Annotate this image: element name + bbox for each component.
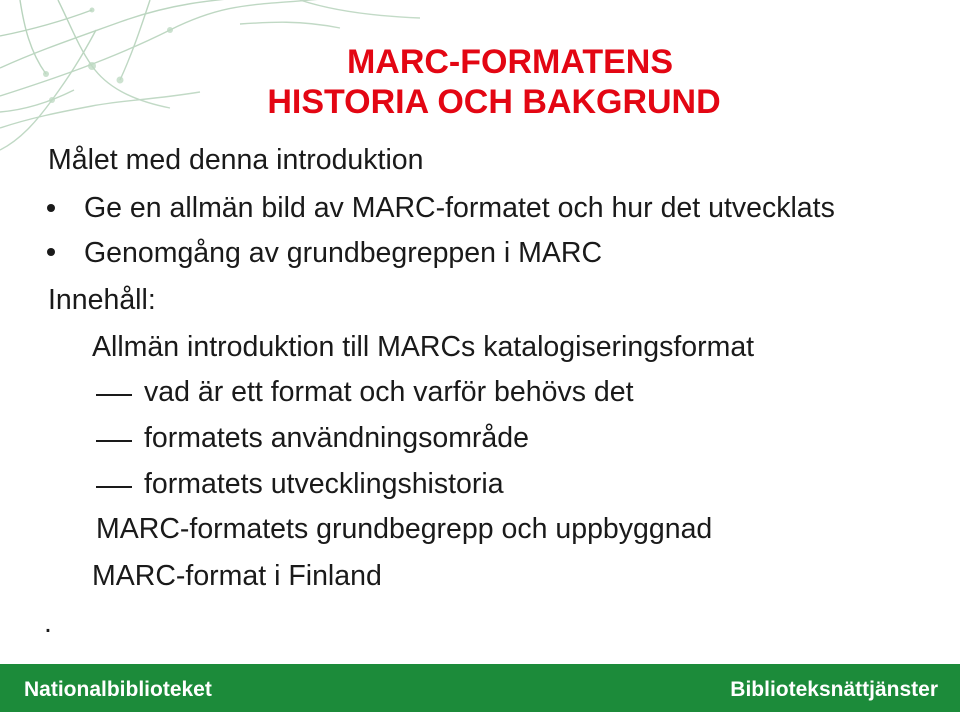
contents-heading: Innehåll: (48, 284, 156, 316)
footer-logo-biblioteksnattjanster: Biblioteksnättjänster (730, 678, 938, 701)
goal-bullet-2: Genomgång av grundbegreppen i MARC (84, 237, 603, 269)
title-line-1: MARC-FORMATENS (346, 43, 674, 81)
goal-heading: Målet med denna introduktion (48, 144, 424, 176)
dash-icon (96, 440, 132, 442)
bullet-dot-icon (47, 204, 55, 212)
title-line-2: HISTORIA OCH BAKGRUND (267, 83, 721, 121)
contents-sub-1: vad är ett format och varför behövs det (144, 376, 634, 408)
slide-title (0, 42, 960, 122)
contents-sub-3: formatets utvecklingshistoria (144, 468, 504, 500)
stray-dot: . (44, 607, 52, 639)
contents-more-2: MARC-format i Finland (92, 560, 382, 592)
contents-intro: Allmän introduktion till MARCs katalogiseringsformat (92, 331, 755, 363)
dash-icon (96, 486, 132, 488)
bullet-dot-icon (47, 248, 55, 256)
dash-icon (96, 394, 132, 396)
footer-logo-nationalbiblioteket: Nationalbiblioteket (24, 678, 212, 701)
footer-bar (0, 664, 960, 712)
contents-more-1: MARC-formatets grundbegrepp och uppbyggnad (96, 513, 713, 545)
contents-sub-2: formatets användningsområde (144, 422, 529, 454)
goal-bullet-1: Ge en allmän bild av MARC-formatet och hur det utvecklats (84, 192, 835, 224)
